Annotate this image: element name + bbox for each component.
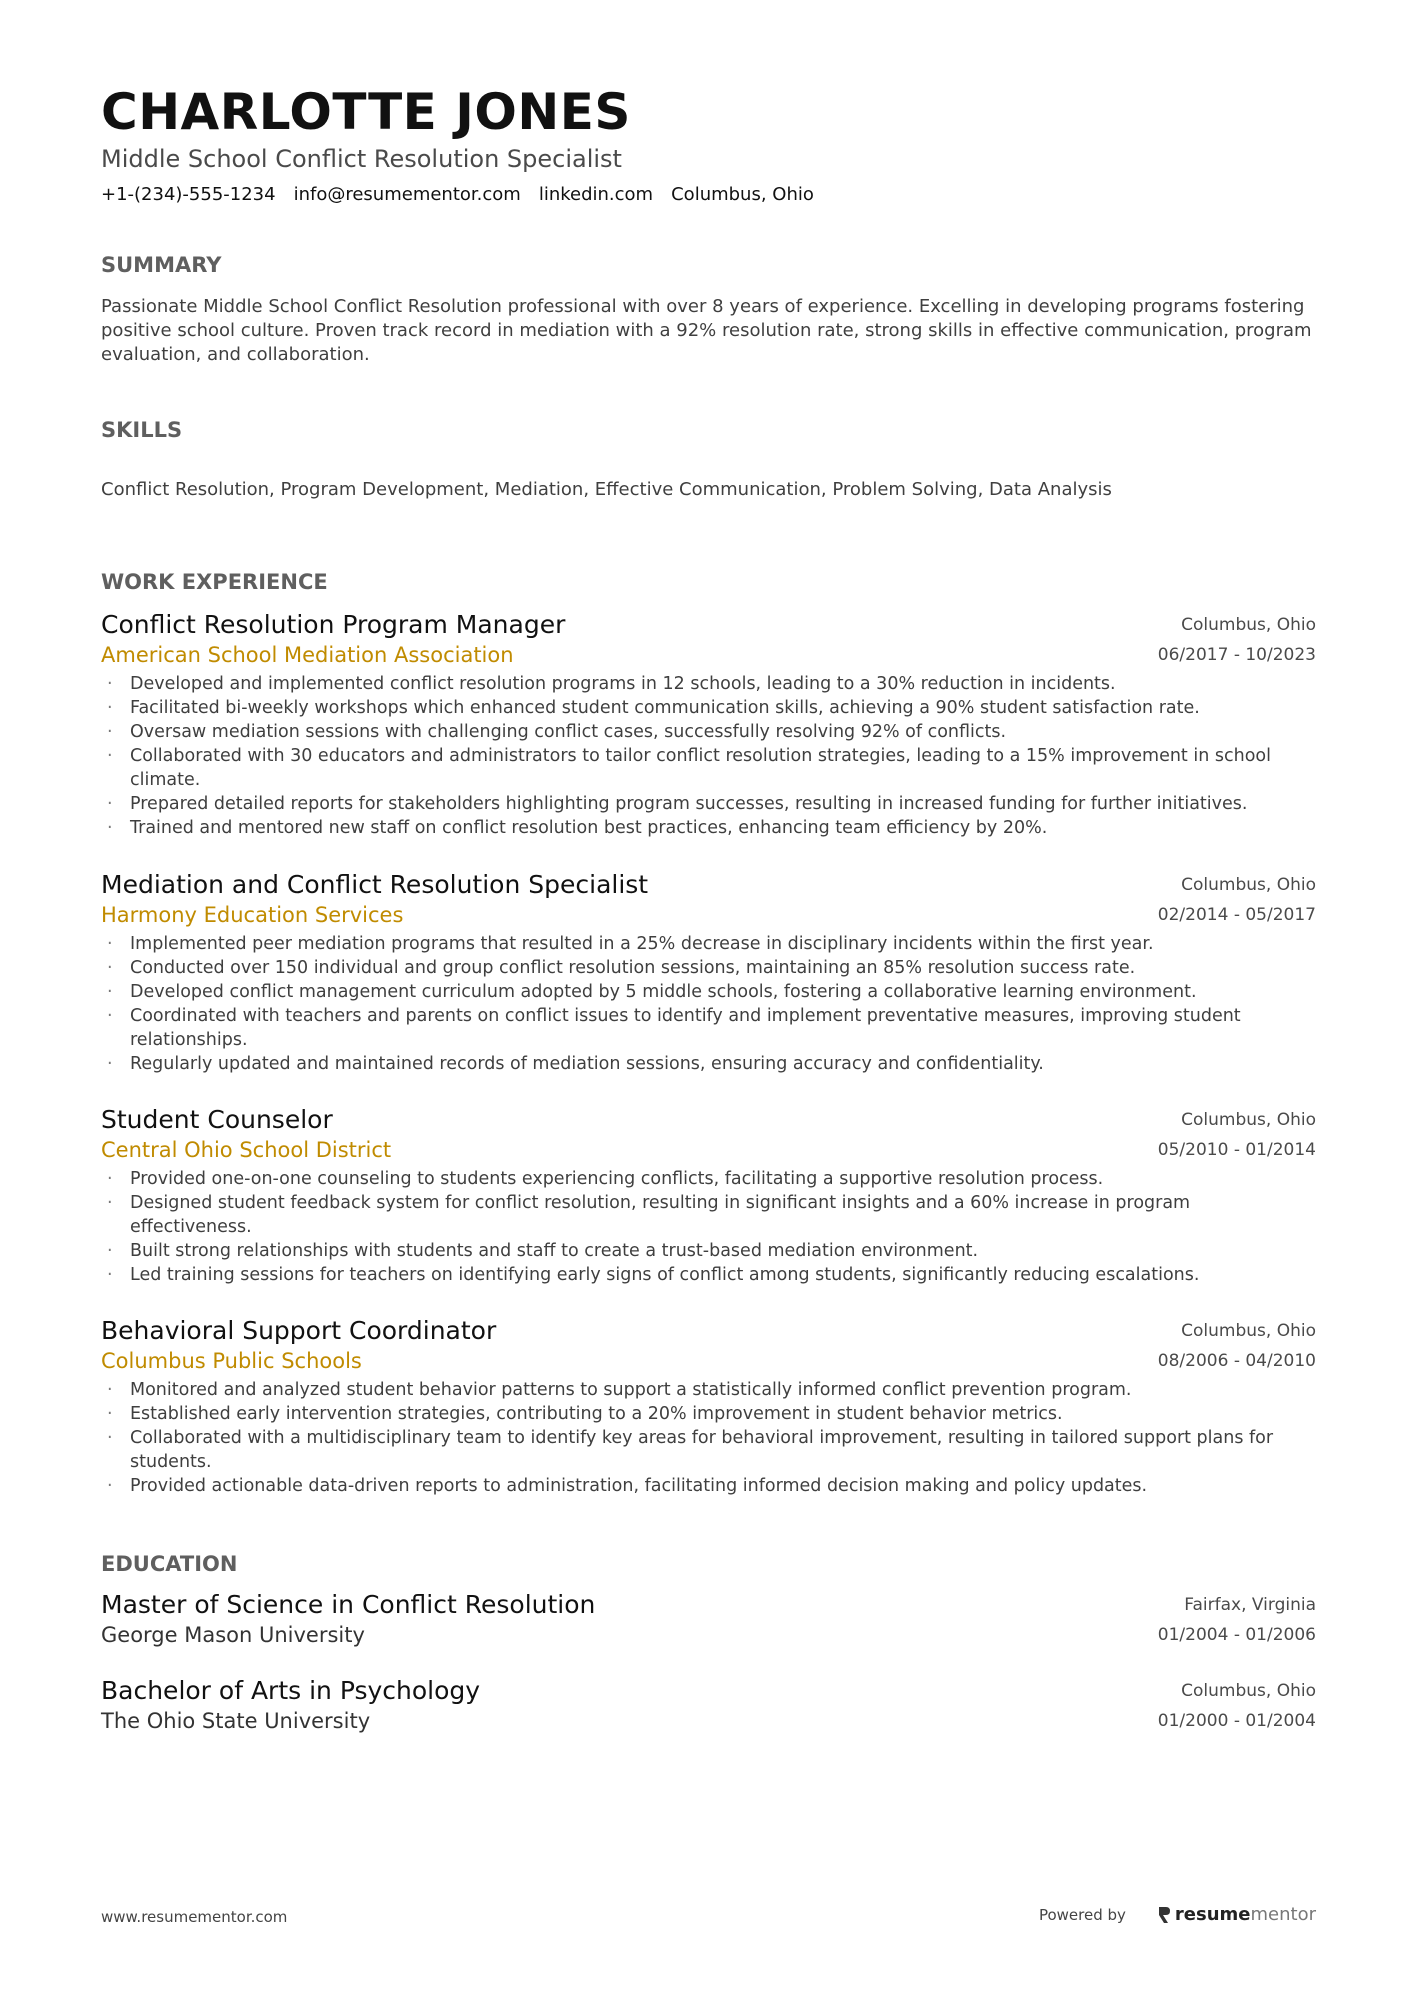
skills-text: Conflict Resolution, Program Development, Mediation, Effective Communication, Problem Solving, Data Analysis [101,479,1112,500]
job-meta [1158,870,1316,930]
education-dates: 01/2000 - 01/2004 [1157,1711,1316,1731]
education-meta [1158,1590,1316,1650]
job-company: Central Ohio School District [101,1138,392,1162]
job-dates: 08/2006 - 04/2010 [1157,1351,1316,1371]
job-entry [101,870,1316,1076]
contact-linkedin[interactable]: linkedin.com [538,184,654,205]
bullet-item: · Regularly updated and maintained records of mediation sessions, ensuring accuracy and confidentiality. [101,1052,1316,1076]
brand-name-light: mentor [1250,1904,1316,1925]
school-name: George Mason University [101,1623,365,1647]
job-dates: 02/2014 - 05/2017 [1157,905,1316,925]
candidate-title: Middle School Conflict Resolution Specialist [101,145,622,173]
skills-heading: SKILLS [101,418,183,442]
job-title: Conflict Resolution Program Manager [101,610,566,639]
job-bullets [101,672,1316,840]
brand-logo[interactable] [1156,1904,1316,1926]
job-company: Columbus Public Schools [101,1349,362,1373]
bullet-item: · Conducted over 150 individual and group conflict resolution sessions, maintaining an 85% resolution success rate. [101,956,1316,980]
job-dates: 05/2010 - 01/2014 [1157,1140,1316,1160]
bullet-item: · Provided actionable data-driven reports to administration, facilitating informed decision making and policy updates. [101,1474,1316,1498]
job-company: Harmony Education Services [101,903,404,927]
job-entry [101,1105,1316,1287]
bullet-item: · Monitored and analyzed student behavior patterns to support a statistically informed conflict prevention program. [101,1378,1316,1402]
footer-website-link[interactable]: www.resumementor.com [101,1908,288,1926]
bullet-item: · Developed and implemented conflict resolution programs in 12 schools, leading to a 30% reduction in incidents. [101,672,1316,696]
bullet-item: · Built strong relationships with students and staff to create a trust-based mediation environment. [101,1239,1316,1263]
job-entry [101,610,1316,840]
summary-text: Passionate Middle School Conflict Resolution professional with over 8 years of experience. Excelling in developing programs fostering positive school culture. Proven track record in mediation with a 92% resolution rate, strong skills in effective communication, program evaluation, and collaboration. [101,296,1312,365]
education-heading: EDUCATION [101,1552,238,1576]
education-meta [1158,1676,1316,1736]
bullet-item: · Implemented peer mediation programs that resulted in a 25% decrease in disciplinary incidents within the first year. [101,932,1316,956]
education-location: Columbus, Ohio [1181,1681,1316,1701]
work-experience-heading: WORK EXPERIENCE [101,570,328,594]
brand-name-bold: resume [1174,1904,1251,1925]
job-bullets [101,932,1316,1076]
job-bullets [101,1167,1316,1287]
education-entry [101,1676,1316,1736]
education-entry [101,1590,1316,1650]
contact-line [101,182,814,208]
bullet-item: · Prepared detailed reports for stakeholders highlighting program successes, resulting in increased funding for further initiatives. [101,792,1316,816]
summary-heading: SUMMARY [101,253,222,277]
bullet-item: · Provided one-on-one counseling to students experiencing conflicts, facilitating a supportive resolution process. [101,1167,1316,1191]
resume-page [101,0,1316,1995]
bullet-item: · Developed conflict management curriculum adopted by 5 middle schools, fostering a collaborative learning environment. [101,980,1316,1004]
candidate-name: CHARLOTTE JONES [101,83,631,141]
resumementor-logo-icon [1156,1905,1172,1925]
degree-title: Bachelor of Arts in Psychology [101,1676,481,1705]
bullet-item: · Oversaw mediation sessions with challenging conflict cases, successfully resolving 92% of conflicts. [101,720,1316,744]
education-dates: 01/2004 - 01/2006 [1157,1625,1316,1645]
job-title: Behavioral Support Coordinator [101,1316,497,1345]
footer-branding [1039,1904,1316,1926]
job-location: Columbus, Ohio [1181,1321,1316,1341]
job-title: Student Counselor [101,1105,333,1134]
job-company: American School Mediation Association [101,643,514,667]
bullet-item: · Collaborated with a multidisciplinary team to identify key areas for behavioral improvement, resulting in tailored support plans for students. [101,1426,1316,1474]
job-meta [1158,610,1316,670]
contact-location: Columbus, Ohio [671,184,814,205]
job-entry [101,1316,1316,1498]
bullet-item: · Designed student feedback system for conflict resolution, resulting in significant insights and a 60% increase in program effectiveness. [101,1191,1316,1239]
bullet-item: · Coordinated with teachers and parents on conflict issues to identify and implement preventative measures, improving student relationships. [101,1004,1316,1052]
job-meta [1158,1105,1316,1165]
job-location: Columbus, Ohio [1181,1110,1316,1130]
job-title: Mediation and Conflict Resolution Specialist [101,870,649,899]
education-location: Fairfax, Virginia [1184,1595,1316,1615]
job-bullets [101,1378,1316,1498]
job-location: Columbus, Ohio [1181,875,1316,895]
contact-email[interactable]: info@resumementor.com [293,184,521,205]
job-dates: 06/2017 - 10/2023 [1157,645,1316,665]
degree-title: Master of Science in Conflict Resolution [101,1590,596,1619]
bullet-item: · Facilitated bi-weekly workshops which enhanced student communication skills, achieving a 90% student satisfaction rate. [101,696,1316,720]
job-meta [1158,1316,1316,1376]
bullet-item: · Led training sessions for teachers on identifying early signs of conflict among students, significantly reducing escalations. [101,1263,1316,1287]
powered-by-label: Powered by [1038,1906,1126,1924]
bullet-item: · Trained and mentored new staff on conflict resolution best practices, enhancing team efficiency by 20%. [101,816,1316,840]
school-name: The Ohio State University [101,1709,371,1733]
contact-phone: +1-(234)-555-1234 [101,184,276,205]
bullet-item: · Established early intervention strategies, contributing to a 20% improvement in student behavior metrics. [101,1402,1316,1426]
job-location: Columbus, Ohio [1181,615,1316,635]
bullet-item: · Collaborated with 30 educators and administrators to tailor conflict resolution strategies, leading to a 15% improvement in school climate. [101,744,1316,792]
